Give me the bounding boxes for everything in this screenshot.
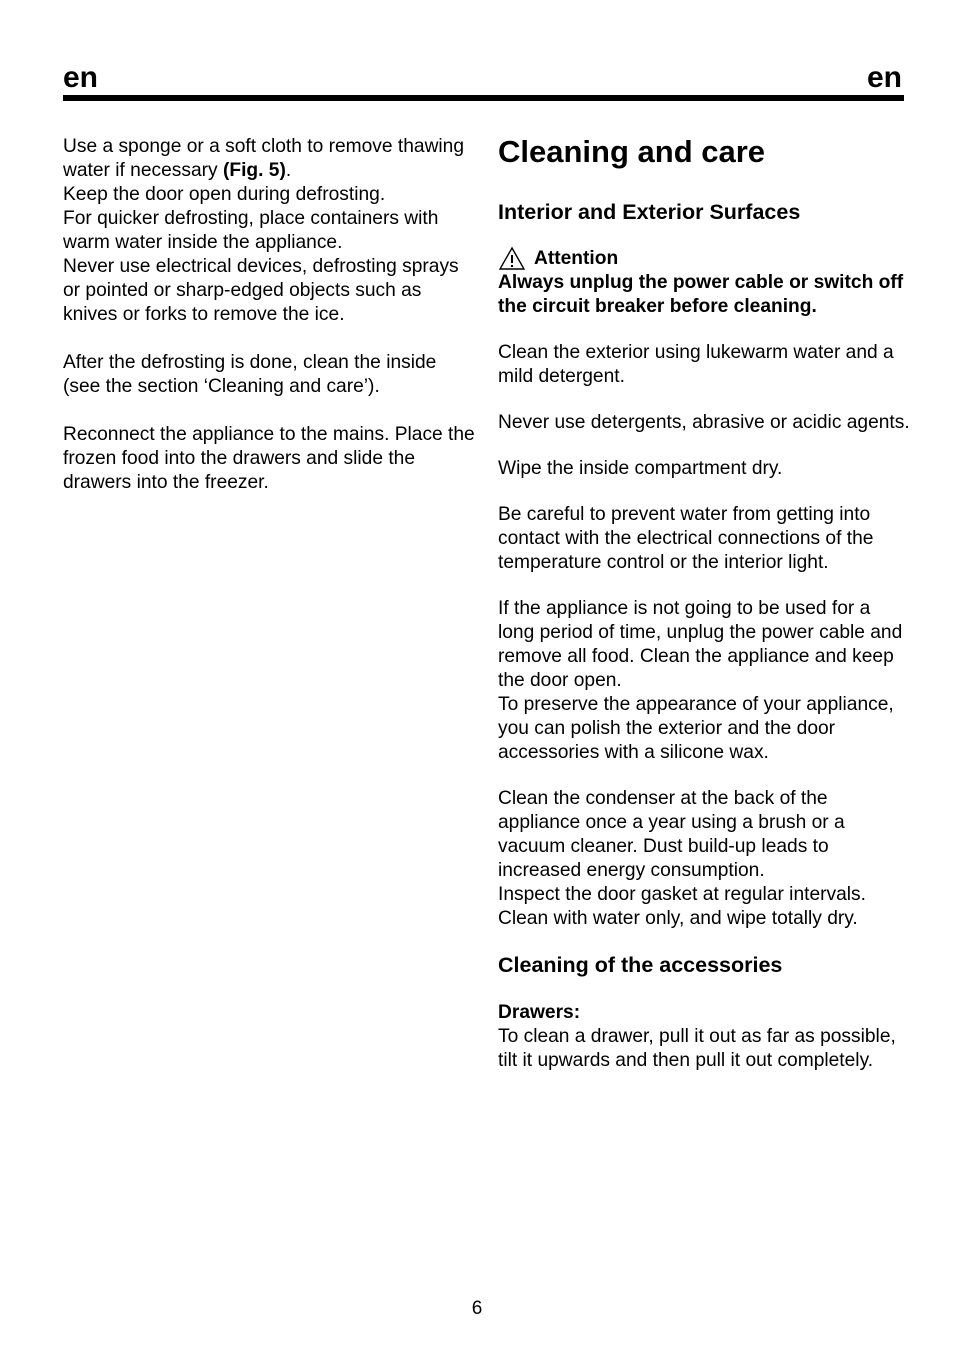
wipe-dry-paragraph: Wipe the inside compartment dry. [498,458,783,479]
reconnect-paragraph: Reconnect the appliance to the mains. Place the frozen food into the drawers and slide the drawers into the freezer. [63,424,475,493]
long-period-paragraph [498,597,910,765]
silicone-wax-text: To preserve the appearance of your appliance, you can polish the exterior and the door accessories with a silicone wax. [498,694,894,763]
drawers-text: To clean a drawer, pull it out as far as possible, tilt it upwards and then pull it out completely. [498,1026,896,1071]
prevent-water-paragraph: Be careful to prevent water from getting into contact with the electrical connections of the temperature control or the interior light. [498,504,874,573]
section-heading-surfaces: Interior and Exterior Surfaces [498,200,801,224]
attention-heading [498,246,910,271]
quicker-defrost-text: For quicker defrosting, place containers with warm water inside the appliance. [63,208,439,253]
language-code-right: en [866,61,902,94]
never-use-detergents-paragraph: Never use detergents, abrasive or acidic agents. [498,412,910,433]
figure-reference: (Fig. 5) [222,160,286,181]
after-defrost-paragraph: After the defrosting is done, clean the inside (see the section ‘Cleaning and care’). [63,352,437,397]
condenser-text: Clean the condenser at the back of the appliance once a year using a brush or a vacuum cleaner. Dust build-up leads to increased energy consumption. [498,788,845,881]
left-column [63,135,475,495]
defrost-line2-text: water if necessary [63,160,223,181]
language-code-left: en [63,61,99,94]
right-column [498,130,910,1073]
section-heading-accessories: Cleaning of the accessories [498,953,783,977]
attention-text: Always unplug the power cable or switch off the circuit breaker before cleaning. [498,272,904,317]
defrost-paragraph [63,135,475,327]
attention-label: Attention [534,248,619,269]
defrost-line1: Use a sponge or a soft cloth to remove thawing [63,136,465,157]
defrost-line2-end: . [285,160,292,181]
clean-exterior-paragraph: Clean the exterior using lukewarm water and a mild detergent. [498,342,894,387]
door-open-text: Keep the door open during defrosting. [63,184,386,205]
page-title: Cleaning and care [498,134,766,169]
unplug-long-period-text: If the appliance is not going to be used for a long period of time, unplug the power cable and remove all food. Clean the appliance and keep the door open. [498,598,903,691]
warning-triangle-icon [498,246,526,271]
page-number: 6 [471,1298,483,1319]
door-gasket-text: Inspect the door gasket at regular intervals. Clean with water only, and wipe totally dry. [498,884,866,929]
condenser-paragraph [498,787,910,931]
drawers-label: Drawers: [498,1002,581,1023]
header-rule [63,95,904,101]
never-use-devices-text: Never use electrical devices, defrosting sprays or pointed or sharp-edged objects such as knives or forks to remove the ice. [63,256,459,325]
